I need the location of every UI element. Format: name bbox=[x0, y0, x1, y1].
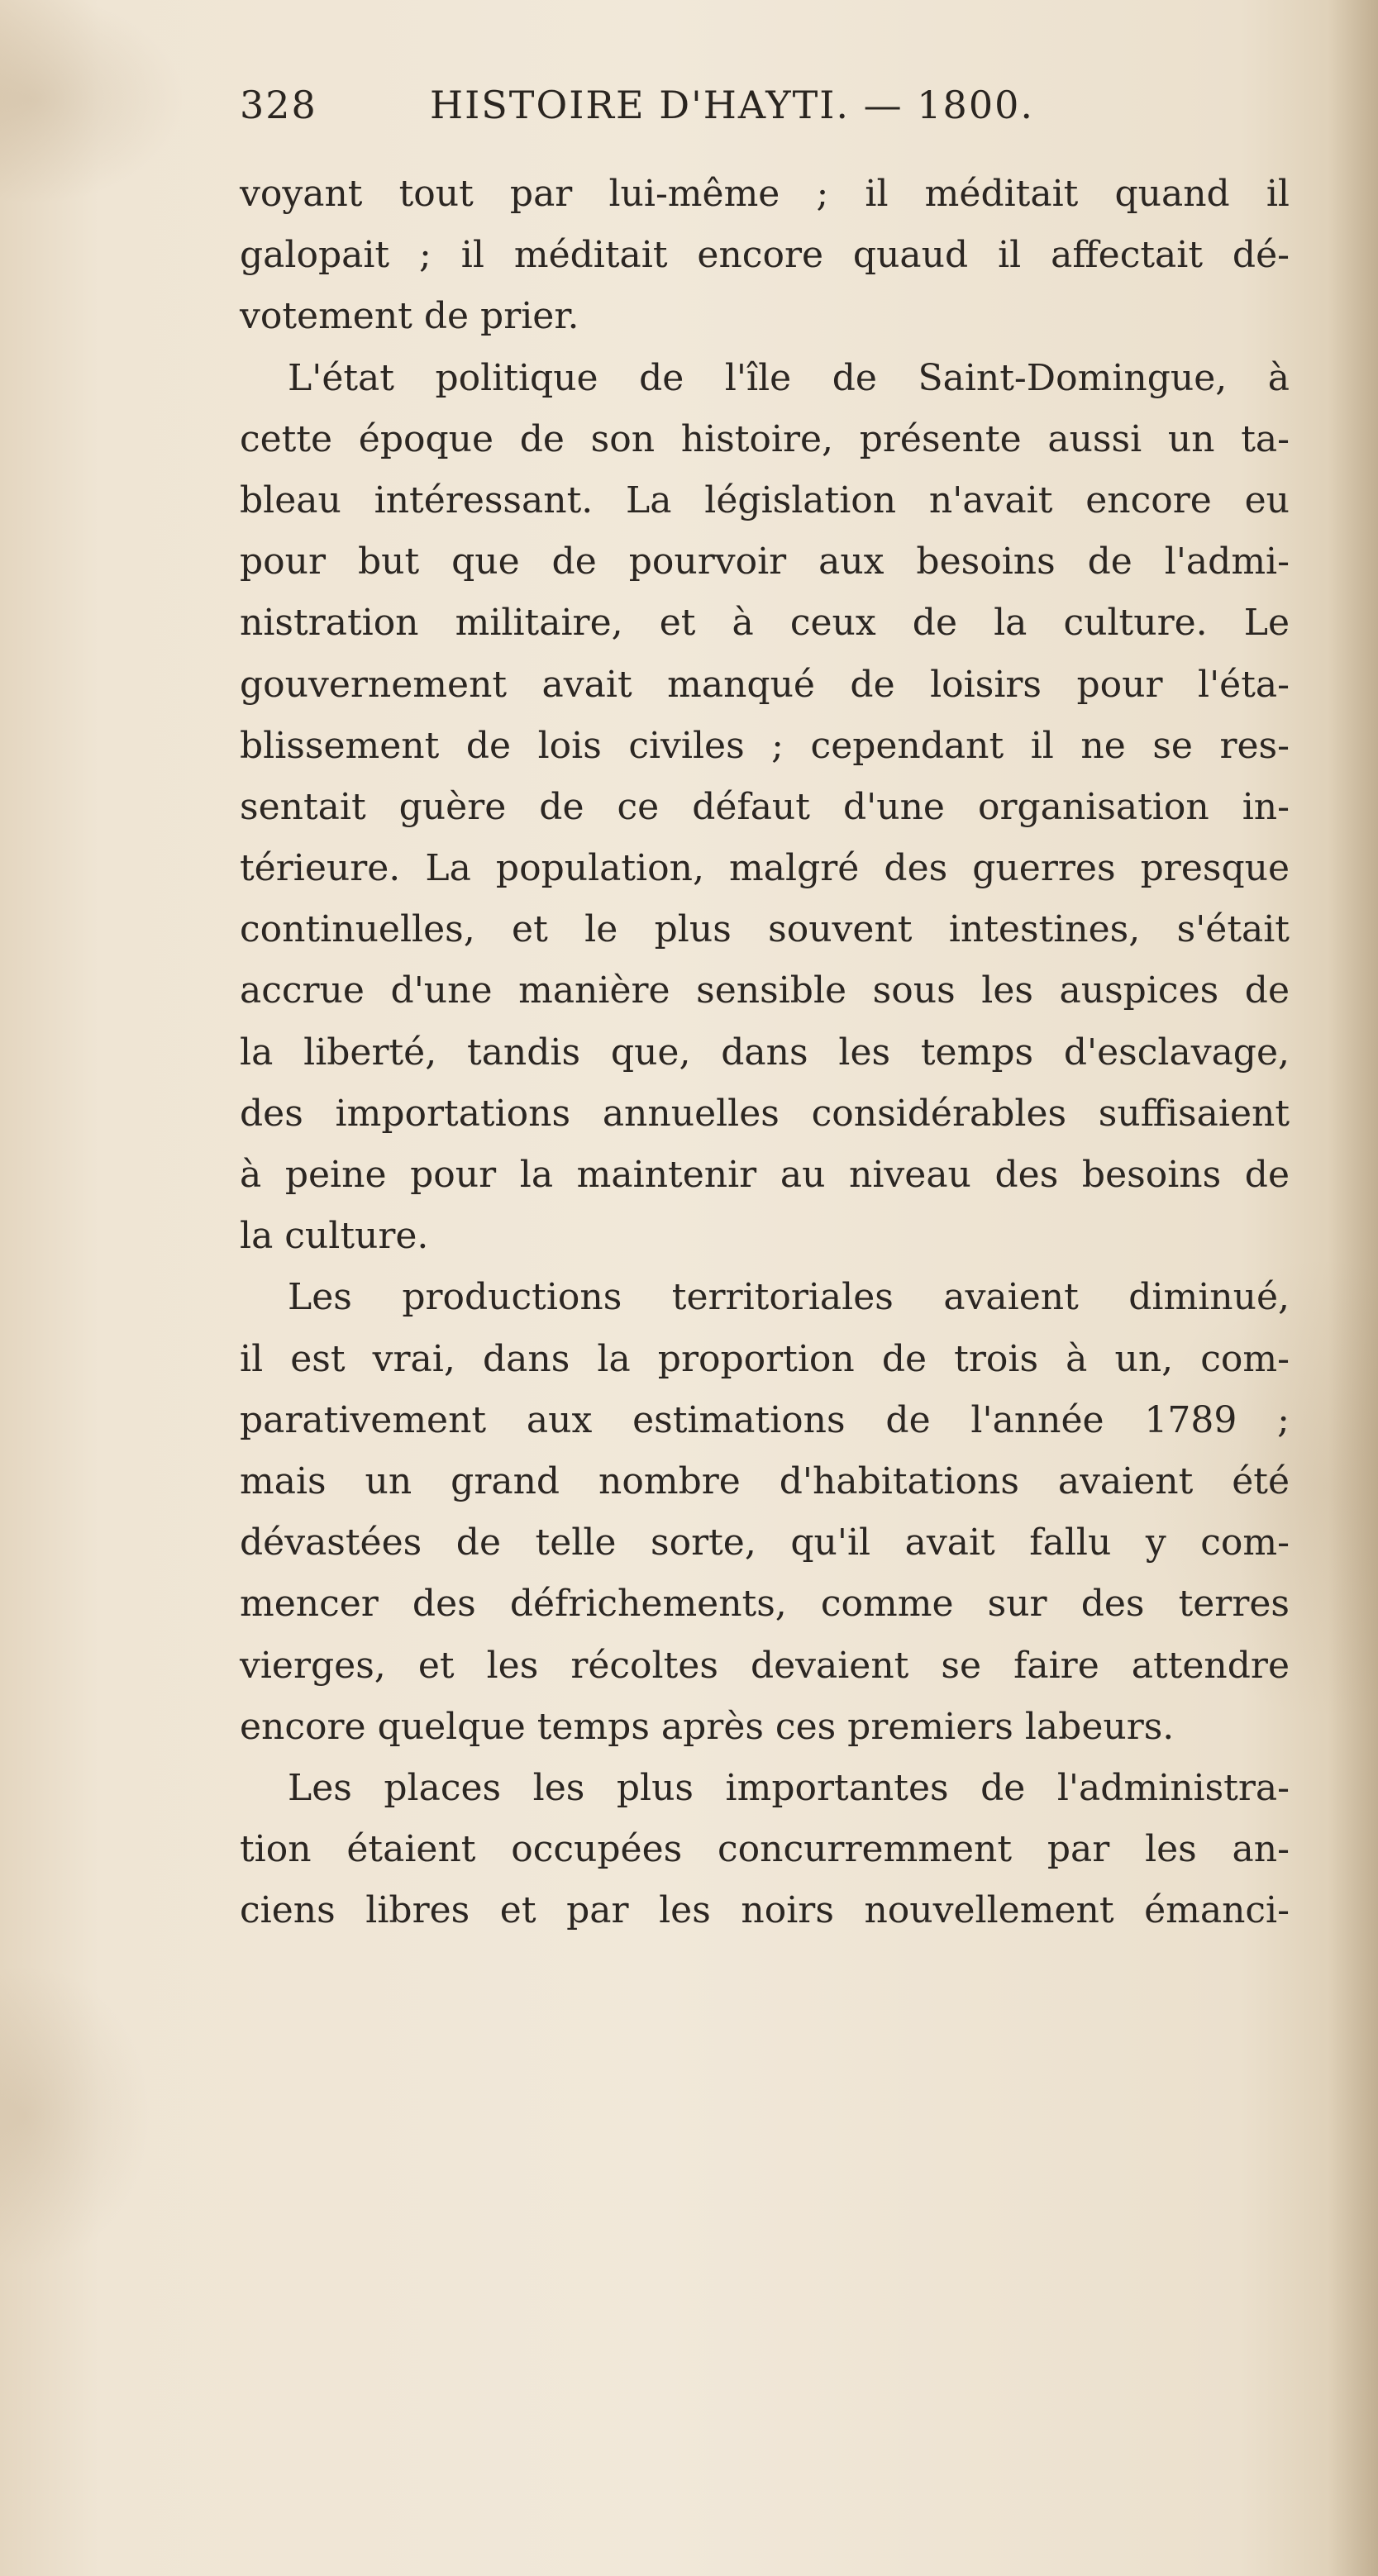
text-line: encore quelque temps après ces premiers labeurs. bbox=[240, 1705, 1175, 1748]
text-line: Les places les plus importantes de l'administra- bbox=[288, 1766, 1290, 1809]
text-line: Les productions territoriales avaient diminué, bbox=[288, 1276, 1290, 1319]
text-line: bleau intéressant. La législation n'avait encore eu bbox=[240, 479, 1290, 521]
text-line: à peine pour la maintenir au niveau des besoins de bbox=[240, 1154, 1290, 1196]
text-line: cette époque de son histoire, présente aussi un ta- bbox=[240, 417, 1290, 460]
text-line: blissement de lois civiles ; cependant il ne se res- bbox=[240, 724, 1290, 767]
text-line: nistration militaire, et à ceux de la culture. Le bbox=[240, 602, 1290, 645]
page-edge-shadow bbox=[1328, 0, 1378, 2576]
body-text bbox=[240, 164, 1290, 1941]
text-line: ciens libres et par les noirs nouvellement émanci- bbox=[240, 1889, 1290, 1932]
text-line: gouvernement avait manqué de loisirs pour l'éta- bbox=[240, 663, 1290, 706]
text-line: L'état politique de l'île de Saint-Domingue, à bbox=[288, 356, 1290, 399]
text-line: il est vrai, dans la proportion de trois à un, com- bbox=[240, 1337, 1290, 1380]
page-header bbox=[240, 83, 1166, 140]
page-number: 328 bbox=[240, 83, 317, 127]
text-line: parativement aux estimations de l'année 1789 ; bbox=[240, 1398, 1290, 1441]
text-line: galopait ; il méditait encore quaud il affectait dé- bbox=[240, 234, 1290, 277]
text-line: térieure. La population, malgré des guerres presque bbox=[240, 847, 1290, 890]
text-line: mencer des défrichements, comme sur des terres bbox=[240, 1583, 1290, 1626]
text-line: accrue d'une manière sensible sous les auspices de bbox=[240, 969, 1290, 1012]
text-line: la liberté, tandis que, dans les temps d'esclavage, bbox=[240, 1031, 1290, 1074]
text-line: mais un grand nombre d'habitations avaient été bbox=[240, 1459, 1290, 1502]
text-line: tion étaient occupées concurremment par les an- bbox=[240, 1828, 1290, 1871]
text-line: continuelles, et le plus souvent intestines, s'était bbox=[240, 908, 1290, 951]
text-line: votement de prier. bbox=[240, 295, 579, 338]
text-line: sentait guère de ce défaut d'une organisation in- bbox=[240, 785, 1290, 828]
text-line: voyant tout par lui-même ; il méditait quand il bbox=[240, 173, 1290, 215]
text-line: pour but que de pourvoir aux besoins de l'admi- bbox=[240, 540, 1290, 583]
text-line: dévastées de telle sorte, qu'il avait fallu y com- bbox=[240, 1521, 1290, 1564]
running-title: HISTOIRE D'HAYTI. — 1800. bbox=[430, 83, 1034, 127]
text-line: la culture. bbox=[240, 1215, 429, 1258]
text-line: des importations annuelles considérables suffisaient bbox=[240, 1092, 1290, 1135]
text-line: vierges, et les récoltes devaient se faire attendre bbox=[240, 1644, 1290, 1687]
